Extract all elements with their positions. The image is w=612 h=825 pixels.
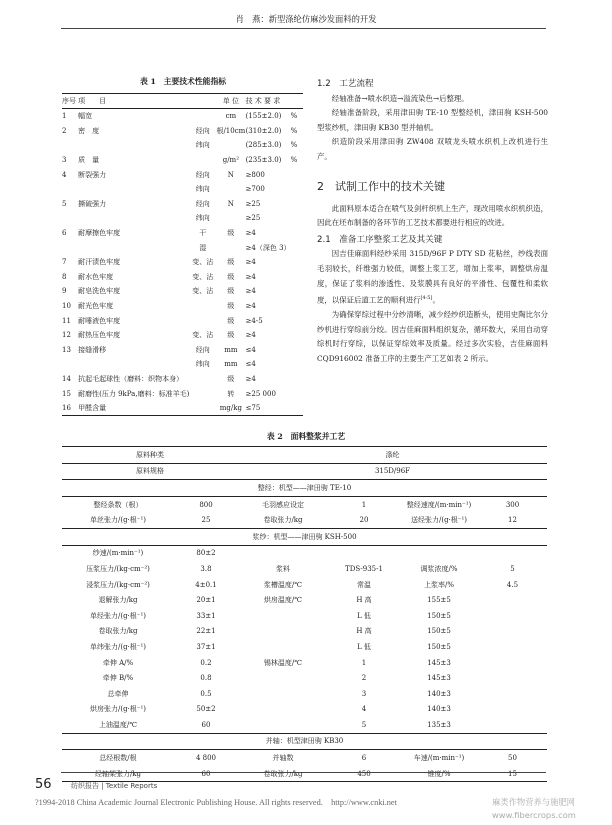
table2-row bbox=[62, 702, 547, 718]
table1-cell bbox=[216, 138, 245, 153]
table1-body bbox=[62, 109, 303, 416]
table2-cell: 整经速度/(m·min⁻¹) bbox=[406, 500, 472, 509]
section-1-2 bbox=[317, 77, 548, 165]
spec-label: 原料规格 bbox=[62, 463, 238, 480]
table1-cell bbox=[291, 343, 303, 358]
table1-cell bbox=[78, 211, 189, 226]
table2-cell bbox=[478, 670, 547, 686]
table2-cell bbox=[238, 670, 328, 686]
table2-cell: 毛羽感应设定 bbox=[262, 500, 304, 509]
table1-row bbox=[62, 386, 303, 401]
table1-cell: 根/10cm bbox=[216, 126, 246, 135]
table2-cell: 22±1 bbox=[196, 627, 216, 636]
table1-row bbox=[62, 372, 303, 387]
table1-cell bbox=[291, 211, 303, 226]
table2-cell: 3 bbox=[361, 689, 367, 698]
table2-row bbox=[62, 750, 547, 766]
table2-cell: 单纬张力/(g·根⁻¹) bbox=[89, 642, 147, 651]
table2-cell: 1 bbox=[361, 658, 367, 667]
table1-cell: ≥25 000 bbox=[245, 389, 276, 398]
paragraph: 织造阶段采用津田驹 ZW408 双喷龙头喷水织机上改机进行生产。 bbox=[317, 137, 548, 161]
table1-cell: 耐唾液色牢度 bbox=[78, 316, 121, 325]
table2-row bbox=[62, 639, 547, 655]
table1-cell: 7 bbox=[62, 258, 67, 267]
table1-cell: 级 bbox=[227, 302, 235, 311]
table2-cell bbox=[328, 545, 400, 561]
table1-row bbox=[62, 299, 303, 314]
table2-cell: H 高 bbox=[356, 596, 372, 605]
table1-cell: 纬向 bbox=[195, 214, 210, 223]
table2-cell: 0.5 bbox=[200, 689, 212, 698]
table2-cell: 并轴数 bbox=[272, 754, 294, 763]
table2-cell: 12 bbox=[478, 512, 547, 528]
table2-cell: 0.2 bbox=[200, 658, 212, 667]
table2-row bbox=[62, 670, 547, 686]
paragraph: 此面料原本适合在喷气及剑杆织机上生产，现改用喷水织机织造，因此在坯布制备的各环节的工艺技术都要进行相应的改进。 bbox=[317, 203, 548, 228]
table1-row bbox=[62, 109, 303, 124]
table2-cell: 调浆浓度/% bbox=[420, 564, 458, 573]
table1-cell: 级 bbox=[227, 272, 235, 281]
table2-cell: 140±3 bbox=[427, 705, 451, 714]
table2-cell: 450 bbox=[328, 766, 400, 782]
table2-cell: 50 bbox=[508, 754, 517, 763]
spec-value: 315D/96F bbox=[238, 463, 547, 480]
table2-cell: 150±5 bbox=[427, 642, 451, 651]
table1-cell bbox=[78, 357, 189, 372]
table1-cell: 变、沾 bbox=[192, 258, 214, 267]
table1-cell bbox=[216, 182, 245, 197]
table2-cell: 4.5 bbox=[506, 580, 519, 589]
fiber-value: 涤纶 bbox=[238, 447, 547, 464]
table2-row bbox=[62, 655, 547, 671]
paragraph: 为确保穿综过程中分纱清晰，减少经纱织造断头，使用史陶比尔分纱机进行穿综前分绞。因吉佳麻面料组织复杂，循环数大，采用自动穿综机时行穿综，以保证穿综效率及质量。经过多次实验，吉佳麻面料 CQD916002 准备工序的主要生产工艺如表 2 所示。 bbox=[317, 310, 548, 363]
table2-cell: 压浆压力/(kg·cm⁻²) bbox=[86, 564, 150, 573]
table1-cell: 纬向 bbox=[195, 185, 210, 194]
table1-cell: 纬向 bbox=[195, 360, 210, 369]
table2-cell bbox=[478, 592, 547, 608]
table2-cell bbox=[238, 545, 328, 561]
table1-cell: % bbox=[290, 112, 298, 121]
table1 bbox=[62, 93, 303, 416]
table2-cell: 80±2 bbox=[196, 549, 216, 558]
table2-cell: 整经条数（根） bbox=[93, 500, 143, 509]
beaming-rows bbox=[62, 750, 547, 782]
table1-cell: % bbox=[290, 126, 298, 135]
table1-cell: ≥800 bbox=[245, 170, 265, 179]
table1-cell bbox=[189, 386, 216, 401]
table1-cell: 级 bbox=[227, 331, 235, 340]
table2-cell: 5 bbox=[510, 564, 515, 573]
table1-cell: N bbox=[227, 170, 234, 179]
table2-cell: 经轴架张力/kg bbox=[62, 766, 174, 782]
table1-cell: 级 bbox=[227, 316, 235, 325]
table1-cell: 耐热压色牢度 bbox=[78, 331, 121, 340]
table1-cell bbox=[291, 299, 303, 314]
table1-row bbox=[62, 313, 303, 328]
table1-cell bbox=[291, 386, 303, 401]
table1-cell: 13 bbox=[62, 345, 71, 354]
table2-cell bbox=[238, 702, 328, 718]
table1-row bbox=[62, 226, 303, 241]
table2-cell: 牵伸 B/% bbox=[102, 674, 134, 683]
table1-cell: ≥700 bbox=[245, 185, 265, 194]
table2-cell: 锡林温度/℃ bbox=[263, 658, 303, 667]
table1-row bbox=[62, 153, 303, 168]
table1-cell bbox=[189, 299, 216, 314]
table1-row bbox=[62, 197, 303, 212]
table2-cell: 20 bbox=[328, 512, 400, 528]
table2-cell: 15 bbox=[478, 766, 547, 782]
paragraph: 经轴准备阶段，采用津田驹 TE-10 型整经机，津田驹 KSH-500 型浆纱机，津田驹 KB30 型并轴机。 bbox=[317, 108, 548, 132]
table2-cell: 33±1 bbox=[196, 611, 216, 620]
table1-cell: ≥4 bbox=[245, 272, 256, 281]
table1-cell: ≥4 bbox=[245, 229, 256, 238]
table1-cell: 纬向 bbox=[195, 141, 210, 150]
table1-cell: % bbox=[290, 156, 298, 165]
table2-cell bbox=[478, 702, 547, 718]
table2-cell: 卷取张力/kg bbox=[238, 512, 328, 528]
table2-cell: H 高 bbox=[356, 627, 372, 636]
table2-cell: 烘房张力/(g·根⁻¹) bbox=[89, 705, 147, 714]
table2-cell: 37±1 bbox=[196, 642, 216, 651]
table2-cell: 单经张力/(g·根⁻¹) bbox=[89, 611, 147, 620]
section-warping: 整经：机型——津田驹 TE-10 bbox=[62, 480, 547, 497]
table2-cell bbox=[238, 624, 328, 640]
table1-row bbox=[62, 211, 303, 226]
watermark-url: www.fibercrops.com bbox=[492, 810, 576, 820]
table2-cell: 135±3 bbox=[400, 717, 478, 733]
table1-cell: % bbox=[290, 141, 298, 150]
table1-cell bbox=[78, 240, 189, 255]
table1-cell: (285±3.0) bbox=[245, 141, 282, 150]
table2-cell: 烘房温度/℃ bbox=[263, 596, 303, 605]
paragraph: 经轴准备→喷水织造→溢流染色→后整理。 bbox=[331, 93, 469, 103]
table2-cell: 浆料 bbox=[276, 564, 290, 573]
table1-cell: 级 bbox=[227, 258, 235, 267]
table1-cell bbox=[291, 167, 303, 182]
table1-cell bbox=[216, 211, 245, 226]
table1-row bbox=[62, 240, 303, 255]
table1-cell: 耐皂洗色牢度 bbox=[78, 287, 121, 296]
table2-row bbox=[62, 766, 547, 782]
table1-cell bbox=[291, 197, 303, 212]
table2-cell bbox=[478, 686, 547, 702]
table1-cell: 密 度 bbox=[78, 126, 100, 135]
table2-cell: 5 bbox=[328, 717, 400, 733]
table1-cell: 经向 bbox=[195, 345, 210, 354]
table1-cell: 耐摩擦色牢度 bbox=[78, 229, 121, 238]
table2-row bbox=[62, 496, 547, 512]
table2-cell: 4 bbox=[361, 705, 367, 714]
table1-row bbox=[62, 357, 303, 372]
table1-cell: (310±2.0) bbox=[245, 126, 282, 135]
sizing-rows bbox=[62, 545, 547, 733]
table2-cell: 20±1 bbox=[196, 596, 216, 605]
table1-cell bbox=[291, 357, 303, 372]
table1-cell: ≥25 bbox=[245, 199, 261, 208]
table2-cell bbox=[238, 639, 328, 655]
table1-cell: ≤75 bbox=[246, 401, 291, 416]
table1-cell: ≥4（深色 3） bbox=[245, 243, 291, 252]
table2-cell bbox=[478, 717, 547, 733]
table1-row bbox=[62, 255, 303, 270]
section-beaming: 并轴：机型津田驹 KB30 bbox=[62, 733, 547, 750]
watermark-text: 麻类作物营养与施肥网 bbox=[492, 797, 575, 807]
table2-cell bbox=[478, 639, 547, 655]
col-req: 技 术 要 求 bbox=[246, 94, 303, 109]
table2-cell: 常温 bbox=[357, 580, 371, 589]
table1-cell: 耐磨性(压力 9kPa,磨料：标准羊毛) bbox=[78, 389, 190, 398]
col-item: 项 目 bbox=[78, 94, 189, 109]
table1-cell bbox=[216, 240, 245, 255]
table2-cell bbox=[478, 655, 547, 671]
table2-row bbox=[62, 686, 547, 702]
table1-cell bbox=[291, 270, 303, 285]
section-2 bbox=[317, 180, 548, 367]
table1-row bbox=[62, 284, 303, 299]
table2-cell: 140±3 bbox=[427, 689, 451, 698]
table2-cell bbox=[400, 545, 478, 561]
table1-row bbox=[62, 124, 303, 139]
table1-row bbox=[62, 328, 303, 343]
table2-cell: 4±0.1 bbox=[195, 580, 217, 589]
table2-cell: 浸浆压力/(kg·cm⁻²) bbox=[86, 580, 150, 589]
table2-cell: 150±5 bbox=[427, 627, 451, 636]
table2-cell: 2 bbox=[361, 674, 367, 683]
table1-cell: 变、沾 bbox=[192, 272, 214, 281]
table2-cell: 总牵伸 bbox=[107, 689, 129, 698]
table1-cell: ≥25 bbox=[245, 214, 261, 223]
table1-cell: 级 bbox=[227, 287, 235, 296]
table2-cell: 60 bbox=[174, 717, 238, 733]
table2-cell: 上油温度/℃ bbox=[62, 717, 174, 733]
table1-cell: ≤4 bbox=[245, 360, 256, 369]
table1-cell: 变、沾 bbox=[192, 287, 214, 296]
table2-cell bbox=[238, 686, 328, 702]
table1-row bbox=[62, 138, 303, 153]
table2-cell: 4 800 bbox=[195, 754, 217, 763]
table1-cell: 经向 bbox=[195, 170, 210, 179]
table2-cell bbox=[238, 717, 328, 733]
table1-cell bbox=[62, 357, 78, 372]
table2-cell: 60 bbox=[174, 766, 238, 782]
table1-cell: cm bbox=[225, 112, 237, 121]
table1-cell: ≥4-5 bbox=[245, 316, 263, 325]
table1-cell bbox=[291, 226, 303, 241]
table2-cell: 145±3 bbox=[427, 674, 451, 683]
table1-cell: 经向 bbox=[195, 199, 210, 208]
table2-cell bbox=[478, 545, 547, 561]
table2-cell: 6 bbox=[361, 754, 367, 763]
table1-cell: 甲醛含量 bbox=[78, 401, 189, 416]
table2-cell: 145±3 bbox=[427, 658, 451, 667]
table2 bbox=[62, 446, 547, 782]
copyright-line: ?1994-2018 China Academic Journal Electronic Publishing House. All rights reserved. http://www.cnki.net bbox=[35, 798, 397, 807]
table1-cell: g/m² bbox=[222, 156, 240, 165]
table1-title: 表 1 主要技术性能指标 bbox=[139, 77, 227, 86]
table1-cell bbox=[62, 240, 78, 255]
table2-cell: 牵伸 A/% bbox=[102, 658, 134, 667]
table1-cell: 级 bbox=[227, 229, 235, 238]
footer-rule bbox=[61, 772, 546, 773]
table1-cell: 耐水色牢度 bbox=[78, 272, 114, 281]
table2-cell: 155±5 bbox=[427, 596, 451, 605]
table2-cell: 车速/(m·min⁻¹) bbox=[413, 754, 465, 763]
table1-cell: 14 bbox=[62, 374, 71, 383]
table1-cell: 幅宽 bbox=[78, 112, 93, 121]
table1-row bbox=[62, 182, 303, 197]
table2-row bbox=[62, 608, 547, 624]
table2-row bbox=[62, 545, 547, 561]
table2-cell: 300 bbox=[505, 500, 520, 509]
table2-cell bbox=[238, 608, 328, 624]
table2-row bbox=[62, 624, 547, 640]
table1-cell: 4 bbox=[62, 170, 67, 179]
table1-cell: 断裂强力 bbox=[78, 170, 107, 179]
table1-cell: 15 bbox=[62, 389, 71, 398]
journal-name: 纺织报告 | Textile Reports bbox=[71, 782, 158, 790]
paragraph: 因吉佳麻面料经纱采用 315D/96F P DTY SD 花粘丝，纱线表面毛羽较长，纤维强力较低，调整上浆工艺，增加上浆率，调整烘房温度，保证了浆料的渗透性、及浆膜具有良好的平滑性、包覆性和柔软度，以保证后道工艺的顺利进行[4-5]。 bbox=[317, 249, 548, 305]
table1-cell: 5 bbox=[62, 199, 67, 208]
warping-rows bbox=[62, 496, 547, 528]
table1-cell bbox=[62, 138, 78, 153]
table2-cell: L 低 bbox=[357, 642, 371, 651]
table2-cell bbox=[478, 624, 547, 640]
table2-cell: 3.8 bbox=[200, 564, 212, 573]
table2-cell: 总经根数/根 bbox=[99, 754, 137, 763]
table1-cell bbox=[78, 138, 189, 153]
table1-cell bbox=[189, 401, 216, 416]
table2-row bbox=[62, 717, 547, 733]
table1-cell: 经向 bbox=[195, 126, 210, 135]
col-unit: 单 位 bbox=[216, 94, 245, 109]
table1-cell: 抗起毛起球性（磨料：织物本身） bbox=[78, 374, 184, 383]
table1-cell bbox=[62, 211, 78, 226]
table1-cell: mg/kg bbox=[216, 401, 245, 416]
table2-cell: 1 bbox=[361, 500, 367, 509]
table1-cell: ≥4 bbox=[245, 331, 256, 340]
table2-cell: TDS-935-1 bbox=[345, 564, 383, 573]
table1-cell: ≥4 bbox=[245, 374, 256, 383]
table1-cell: 11 bbox=[62, 316, 71, 325]
table2-row bbox=[62, 561, 547, 577]
table2-cell: 卷取张力/kg bbox=[98, 627, 138, 636]
table1-cell: 干 bbox=[199, 229, 207, 238]
table2-cell: 150±5 bbox=[427, 611, 451, 620]
table1-cell bbox=[189, 372, 216, 387]
table1-cell: 10 bbox=[62, 302, 71, 311]
heading-2-1: 2.1 准备工序整浆工艺及其关键 bbox=[317, 234, 443, 245]
table1-cell: 6 bbox=[62, 229, 67, 238]
table1-cell bbox=[291, 372, 303, 387]
table1-cell: ≤4 bbox=[245, 345, 256, 354]
table2-row bbox=[62, 577, 547, 593]
table1-cell: ≥4 bbox=[245, 287, 256, 296]
table1-cell: 3 bbox=[62, 156, 67, 165]
table1-row bbox=[62, 167, 303, 182]
table2-cell: 单丝张力/(g·根⁻¹) bbox=[62, 512, 174, 528]
citation: [4-5] bbox=[420, 295, 433, 302]
section-sizing: 浆纱：机型——津田驹 KSH-500 bbox=[62, 528, 547, 545]
table2-cell: 上浆率/% bbox=[423, 580, 454, 589]
table1-cell: 转 bbox=[227, 389, 235, 398]
table1-cell: 变、沾 bbox=[192, 331, 214, 340]
heading-2: 2 试制工作中的技术关键 bbox=[317, 180, 445, 193]
table1-cell: mm bbox=[224, 360, 238, 369]
table1-cell bbox=[291, 182, 303, 197]
table2-cell: 纱速/(m·min⁻¹) bbox=[92, 549, 144, 558]
table2-row bbox=[62, 512, 547, 528]
page-number: 56 bbox=[35, 777, 52, 792]
table2-cell bbox=[478, 608, 547, 624]
table2-cell: 退解张力/kg bbox=[98, 596, 138, 605]
running-header: 肖 燕：新型涤纶仿麻沙发面料的开发 bbox=[235, 14, 377, 24]
table1-cell bbox=[291, 313, 303, 328]
table1-cell: 级 bbox=[227, 374, 235, 383]
table1-cell bbox=[291, 328, 303, 343]
table1-cell bbox=[189, 153, 216, 168]
table1-cell bbox=[291, 401, 303, 416]
col-no: 序号 bbox=[62, 94, 78, 109]
table1-cell: N bbox=[227, 199, 234, 208]
table2-cell: 25 bbox=[174, 512, 238, 528]
table1-cell: 耐光色牢度 bbox=[78, 302, 114, 311]
table1-cell: 8 bbox=[62, 272, 67, 281]
table1-cell: mm bbox=[224, 345, 238, 354]
table1-cell bbox=[62, 182, 78, 197]
table1-row bbox=[62, 270, 303, 285]
table1-cell bbox=[291, 255, 303, 270]
fiber-label: 原料种类 bbox=[62, 447, 238, 464]
table2-cell: 0.8 bbox=[200, 674, 212, 683]
table1-cell: 接缝滑移 bbox=[78, 345, 107, 354]
table2-cell: 锥度/% bbox=[400, 766, 478, 782]
table2-cell: 50±2 bbox=[196, 705, 216, 714]
table1-cell: 9 bbox=[62, 287, 67, 296]
table1-cell: 质 量 bbox=[78, 156, 100, 165]
header-rule bbox=[61, 28, 546, 29]
table2-row bbox=[62, 592, 547, 608]
table1-cell: 耐汗渍色牢度 bbox=[78, 258, 121, 267]
table1-cell: (235±3.0) bbox=[245, 156, 282, 165]
table2-cell: 送经张力/(g·根⁻¹) bbox=[400, 512, 478, 528]
table1-row bbox=[62, 401, 303, 416]
table1-cell: ≥4 bbox=[245, 258, 256, 267]
heading-1-2: 1.2 工艺流程 bbox=[317, 79, 374, 89]
table2-cell: 800 bbox=[199, 500, 213, 509]
table1-cell: 湿 bbox=[199, 243, 207, 252]
table1-cell: 撕破强力 bbox=[78, 199, 107, 208]
table1-cell bbox=[78, 182, 189, 197]
table1-cell bbox=[189, 109, 216, 124]
table2-cell: 卷取张力/kg bbox=[238, 766, 328, 782]
table1-cell bbox=[189, 313, 216, 328]
table1-row bbox=[62, 343, 303, 358]
table1-cell: ≥4 bbox=[245, 302, 256, 311]
table1-cell: (155±2.0) bbox=[245, 112, 282, 121]
table1-header-row bbox=[62, 94, 303, 109]
table1-cell: 12 bbox=[62, 331, 71, 340]
table1-cell: 16 bbox=[62, 401, 78, 416]
table1-cell: 1 bbox=[62, 112, 67, 121]
table1-cell bbox=[291, 284, 303, 299]
table1-cell bbox=[291, 240, 303, 255]
table2-cell: L 低 bbox=[357, 611, 371, 620]
table1-cell: 2 bbox=[62, 126, 67, 135]
table2-title: 表 2 面料整浆并工艺 bbox=[266, 432, 346, 441]
table2-cell: 浆槽温度/℃ bbox=[263, 580, 303, 589]
